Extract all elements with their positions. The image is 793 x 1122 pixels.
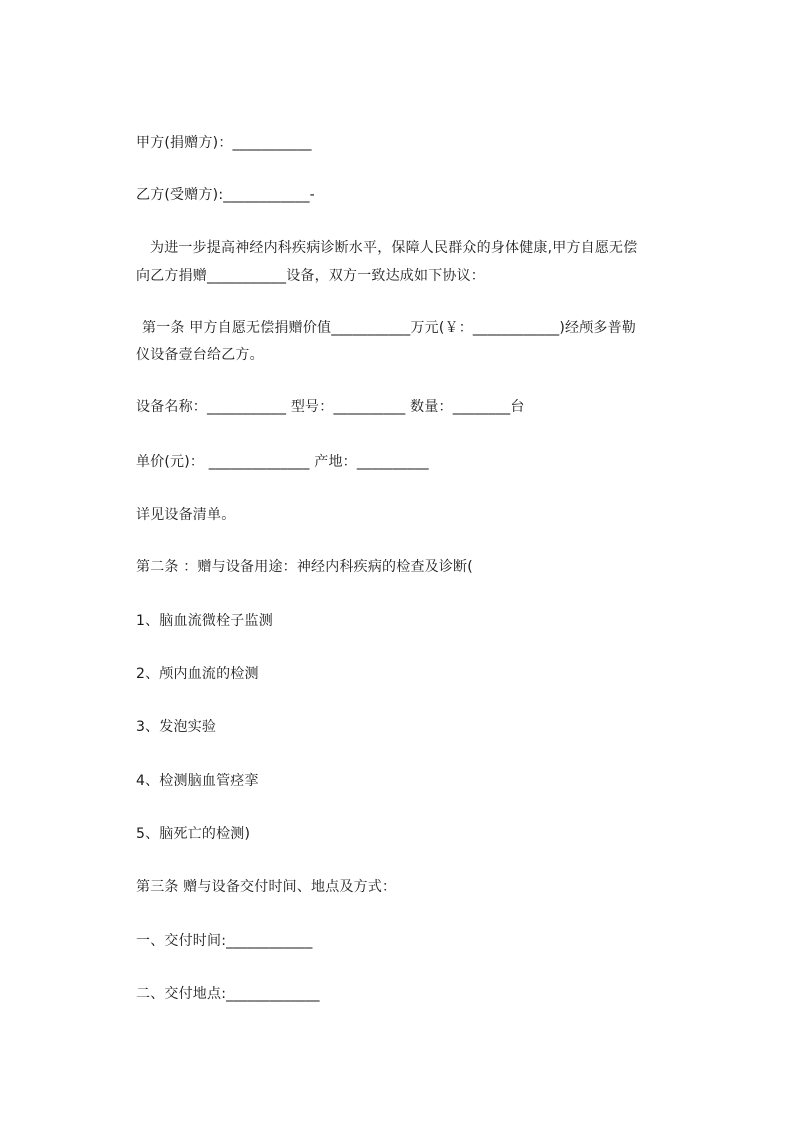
origin-blank: __________ [356, 454, 429, 470]
intro-line-1: 为进一步提高神经内科疾病诊断水平，保障人民群众的身体健康,甲方自愿无偿 [150, 240, 638, 256]
model-label: 型号： [290, 399, 334, 415]
delivery-time-blank: ____________ [226, 933, 313, 949]
delivery-place-blank: _____________ [226, 986, 320, 1002]
quantity-blank: ________ [452, 399, 511, 415]
equipment-name-label: 设备名称： [136, 399, 207, 415]
party-a-line [136, 133, 312, 153]
intro-donate-text: 向乙方捐赠 [136, 268, 207, 284]
intro-equipment-blank: ___________ [207, 268, 287, 284]
delivery-place-line [136, 984, 320, 1004]
article-1-rmb-blank: ____________ [472, 320, 560, 336]
purpose-item-1: 1、脑血流微栓子监测 [136, 613, 273, 629]
intro-agreement-text: 设备，双方一致达成如下协议： [286, 268, 486, 284]
quantity-unit: 台 [510, 399, 525, 415]
article-1-line-1 [142, 318, 636, 338]
article-3-line: 第三条 赠与设备交付时间、地点及方式： [136, 879, 397, 895]
article-1-value-text: 第一条 甲方自愿无偿捐赠价值 [142, 320, 332, 336]
party-a-label: 甲方(捐赠方)： [136, 135, 233, 151]
detail-line: 详见设备清单。 [136, 507, 236, 523]
unit-price-blank: ______________ [208, 454, 310, 470]
article-1-amount-blank: ___________ [331, 320, 411, 336]
quantity-label: 数量： [410, 399, 453, 415]
article-1-currency-text: 万元(￥： [410, 320, 473, 336]
price-line [136, 452, 429, 472]
intro-line-2 [136, 266, 485, 286]
article-2-line: 第二条 ：赠与设备用途：神经内科疾病的检查及诊断( [136, 559, 473, 575]
purpose-item-4: 4、检测脑血管痉挛 [136, 773, 259, 789]
purpose-item-2: 2、颅内血流的检测 [136, 666, 259, 682]
unit-price-label: 单价(元)： [136, 454, 205, 470]
party-b-tail: - [309, 187, 315, 203]
purpose-item-3: 3、发泡实验 [136, 719, 217, 735]
purpose-item-5: 5、脑死亡的检测) [136, 826, 251, 842]
delivery-place-label: 二、交付地点: [136, 986, 227, 1002]
party-a-blank: ___________ [232, 135, 312, 151]
party-b-label: 乙方(受赠方): [136, 187, 224, 203]
equipment-line [136, 397, 525, 417]
model-blank: __________ [333, 399, 406, 415]
origin-label: 产地： [314, 454, 357, 470]
article-1-line-2: 仪设备壹台给乙方。 [136, 347, 264, 363]
party-b-line [136, 185, 315, 205]
party-b-blank: ____________ [223, 187, 310, 203]
article-1-device-text: )经颅多普勒 [559, 320, 636, 336]
delivery-time-label: 一、交付时间: [136, 933, 227, 949]
delivery-time-line [136, 931, 313, 951]
equipment-name-blank: ___________ [207, 399, 287, 415]
